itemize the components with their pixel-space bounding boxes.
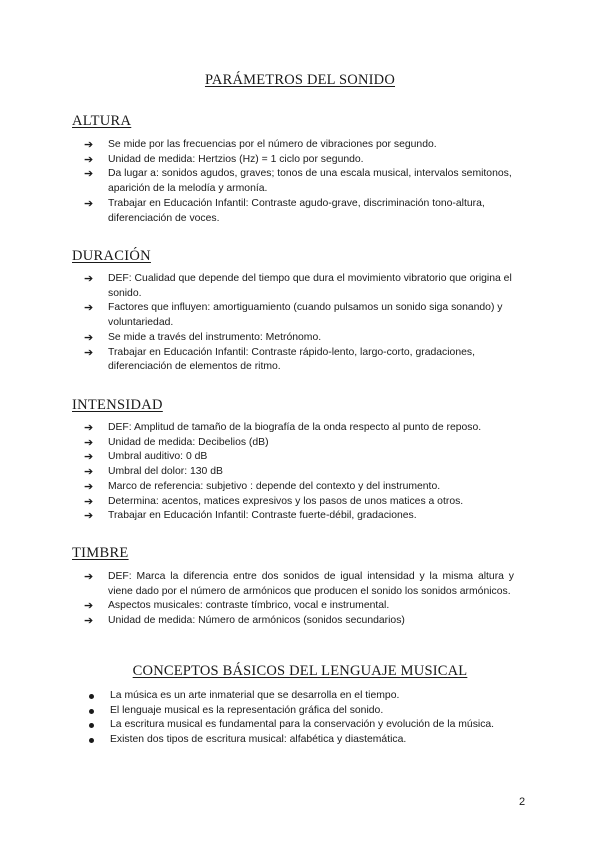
dot-bullet-icon [89, 694, 94, 699]
list-item: La escritura musical es fundamental para la conservación y evolución de la música. [86, 718, 526, 733]
timbre-list [84, 570, 514, 629]
concepts-list [86, 689, 526, 748]
arrow-bullet-icon: ➔ [84, 495, 94, 508]
arrow-bullet-icon: ➔ [84, 466, 94, 479]
dot-bullet-icon [89, 723, 94, 728]
list-item: La música es un arte inmaterial que se desarrolla en el tiempo. [86, 689, 526, 704]
section-heading-duracion: DURACIÓN [72, 248, 151, 264]
arrow-bullet-icon: ➔ [84, 571, 94, 583]
arrow-bullet-icon: ➔ [84, 422, 94, 434]
dot-bullet-icon [89, 738, 94, 743]
list-item: ➔ Trabajar en Educación Infantil: Contraste agudo-grave, discriminación tono-altura, diferenciación de voces. [84, 197, 485, 224]
page-title: PARÁMETROS DEL SONIDO [204, 72, 396, 88]
list-item: ➔ Determina: acentos, matices expresivos y los pasos de unos matices a otros. [84, 495, 464, 508]
duracion-list [84, 272, 514, 375]
arrow-bullet-icon: ➔ [84, 510, 94, 523]
intensidad-list [84, 421, 514, 524]
arrow-bullet-icon: ➔ [84, 139, 94, 151]
list-item: ➔ Da lugar a: sonidos agudos, graves; tonos de una escala musical, intervalos semitonos, aparición de la melodía y armonía. [84, 168, 512, 195]
list-item: ➔ DEF: Amplitud de tamaño de la biografía de la onda respecto al punto de reposo. [84, 422, 482, 434]
arrow-bullet-icon: ➔ [84, 600, 94, 613]
list-item: ➔ DEF: Cualidad que depende del tiempo que dura el movimiento vibratorio que origina el sonido. [84, 273, 512, 299]
dot-bullet-icon [89, 709, 94, 714]
section-heading-timbre: TIMBRE [72, 545, 129, 561]
list-item: ➔ Factores que influyen: amortiguamiento (cuando pulsamos un sonido siga sonando) y voluntariedad. [84, 302, 503, 329]
arrow-bullet-icon: ➔ [84, 451, 94, 464]
list-item: ➔ Trabajar en Educación Infantil: Contraste rápido-lento, largo-corto, gradaciones, diferenciación de elementos de ritmo. [84, 346, 475, 373]
list-item: ➔ Se mide por las frecuencias por el número de vibraciones por segundo. [84, 139, 437, 151]
list-item: ➔ DEF: Marca la diferencia entre dos sonidos de igual intensidad y la misma altura y viene dado por el número de armónicos que producen el sonido los sonidos armónicos. [84, 571, 514, 597]
list-item: ➔ Marco de referencia: subjetivo : depende del contexto y del instrumento. [84, 480, 441, 493]
arrow-bullet-icon: ➔ [84, 331, 94, 344]
concepts-title: CONCEPTOS BÁSICOS DEL LENGUAJE MUSICAL [132, 663, 468, 679]
list-item: ➔ Umbral auditivo: 0 dB [84, 451, 208, 464]
arrow-bullet-icon: ➔ [84, 153, 94, 166]
arrow-bullet-icon: ➔ [84, 168, 94, 181]
list-item: ➔ Aspectos musicales: contraste tímbrico, vocal e instrumental. [84, 600, 390, 613]
arrow-bullet-icon: ➔ [84, 436, 94, 449]
list-item: ➔ Unidad de medida: Decibelios (dB) [84, 436, 269, 449]
arrow-bullet-icon: ➔ [84, 480, 94, 493]
section-heading-altura: ALTURA [72, 113, 132, 129]
list-item: El lenguaje musical es la representación gráfica del sonido. [86, 704, 526, 719]
altura-list [84, 138, 514, 226]
list-item: ➔ Unidad de medida: Número de armónicos (sonidos secundarios) [84, 615, 405, 628]
arrow-bullet-icon: ➔ [84, 346, 94, 359]
arrow-bullet-icon: ➔ [84, 615, 94, 628]
list-item: Existen dos tipos de escritura musical: alfabética y diastemática. [86, 733, 526, 748]
arrow-bullet-icon: ➔ [84, 273, 94, 285]
list-item: ➔ Trabajar en Educación Infantil: Contraste fuerte-débil, gradaciones. [84, 510, 417, 523]
page-number: 2 [519, 796, 526, 808]
list-item: ➔ Umbral del dolor: 130 dB [84, 466, 223, 479]
list-item: ➔ Unidad de medida: Hertzios (Hz) = 1 ciclo por segundo. [84, 153, 364, 166]
arrow-bullet-icon: ➔ [84, 197, 94, 210]
list-item: ➔ Se mide a través del instrumento: Metrónomo. [84, 331, 322, 344]
section-heading-intensidad: INTENSIDAD [72, 397, 163, 413]
arrow-bullet-icon: ➔ [84, 302, 94, 315]
